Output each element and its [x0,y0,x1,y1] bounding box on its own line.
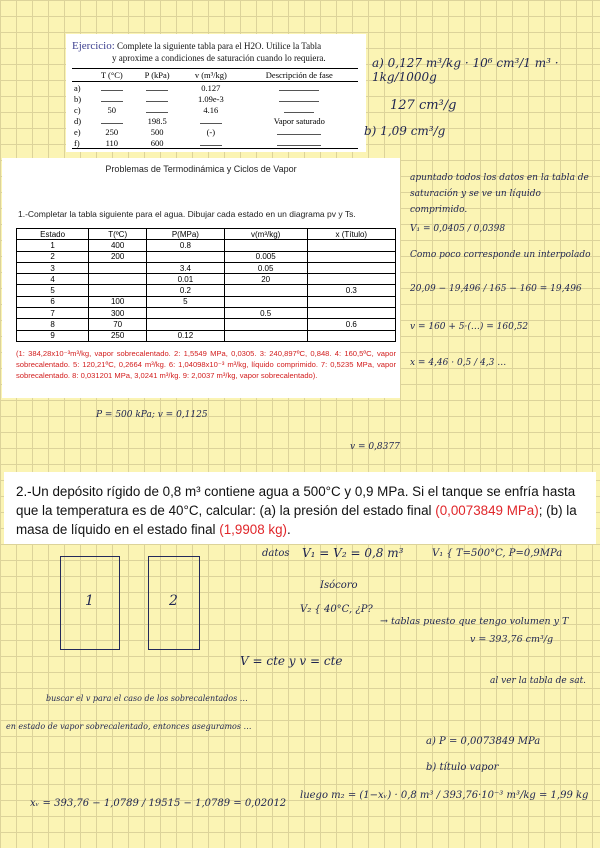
hw-state1: V₁ { T=500°C, P=0,9MPa [432,548,563,559]
table-row: 3 3.4 0.05 [17,262,396,273]
problems-question: 1.-Completar la tabla siguiente para el agua. Dibujar cada estado en un diagrama pv y Ts. [18,209,356,219]
exercise-text: Complete la siguiente tabla para el H2O. Utilice la Tabla [117,41,322,51]
table-row: 5 0.2 0.3 [17,285,396,296]
tank-2-label: 2 [169,593,178,609]
col-x: x (Título) [307,229,395,240]
hw-f: v = 0,8377 [350,442,400,452]
table-row: b) 1.09e-3 [72,93,358,104]
answer-a: (0,0073849 MPa) [435,503,539,518]
hw-d: x = 4,46 · 0,5 / 4,3 … [410,358,507,368]
tank-1-label: 1 [85,593,94,609]
hw-a-line: a) 0,127 m³/kg · 10⁶ cm³/1 m³ · 1kg/1000g [372,56,559,84]
tank-2 [148,556,200,650]
tank-1 [60,556,120,650]
table-row: 4 0.01 20 [17,274,396,285]
exercise-card [66,34,366,152]
col-p: P (kPa) [133,69,181,82]
hw-v1v2: V₁ = V₂ = 0,8 m³ [302,546,404,560]
table-row: e) 250 500 (-) [72,126,358,137]
col-t: T(ºC) [89,229,147,240]
col-id [72,69,90,82]
exercise-label: Ejercicio: [72,40,115,52]
answers-text: (1: 384,28x10⁻³m³/kg, vapor sobrecalentado. 2: 1,5549 MPa, 0,0305. 3: 240,897ºC, 0,848. 4: 160,5ºC, vapor sobrecalentado. 5: 120,21ºC, 0,2664 m³/kg. 6: 1,04098x10⁻³ m³/kg, líquido comprimido. 7: 0,5235 MPa, vapor sobrecalentado. 8: 0,031201 MPa, 3,0241 m³/kg. 9: 2,0037 m³/kg, vapor sobrecalentado). [16,349,396,380]
hw-e: P = 500 kPa; v = 0,1125 [96,410,208,420]
col-desc: Descripción de fase [241,69,358,82]
col-p: P(MPa) [147,229,225,240]
hw-m2: luego m₂ = (1−xᵥ) · 0,8 m³ / 393,76·10⁻³ m³/kg = 1,99 kg [300,790,589,801]
hw-interp: 20,09 − 19,496 / 165 − 160 = 19,496 [410,284,582,294]
table-row: f) 110 600 [72,137,358,149]
hw-v-ct: V = cte y v = cte [240,654,343,668]
problem2-card [4,472,596,544]
hw-v-value: v = 393,76 cm³/g [470,634,554,645]
exercise-table [72,68,358,149]
hw-res-b: b) título vapor [426,762,499,773]
problems-card [2,158,400,398]
answer-b: (1,9908 kg) [219,522,287,537]
hw-tablas: → tablas puesto que tengo volumen y T [380,616,569,627]
table-row: 9 250 0.12 [17,330,396,341]
hw-bottom1: buscar el v para el caso de los sobrecalentados … [46,694,248,703]
col-estado: Estado [17,229,89,240]
table-row: 2 200 0.005 [17,251,396,262]
hw-xv: xᵥ = 393,76 − 1,0789 / 19515 − 1,0789 = 0,02012 [30,798,287,809]
problem2-statement-b: ; (b) la masa de líquido en el estado final [16,503,577,537]
hw-step: Como poco corresponde un interpolado [410,250,591,260]
col-t: T (°C) [90,69,133,82]
hw-f-eq: v = 160 + 5·(…) = 160,52 [410,322,529,332]
table-row: 1 400 0.8 [17,240,396,251]
hw-datos: datos [262,548,290,559]
hw-v1: V₁ = 0,0405 / 0,0398 [410,224,506,234]
problem2-statement: 2.-Un depósito rígido de 0,8 m³ contiene agua a 500°C y 0,9 MPa. Si el tanque se enfría hasta que la temperatura es de 40°C, calcular: (a) la presión del estado final [16,484,576,518]
problem2-text [16,482,590,539]
hw-b-line: b) 1,09 cm³/g [364,124,446,138]
table-row: 7 300 0.5 [17,308,396,319]
hw-note1: apuntado todos los datos en la tabla de saturación y se ve un líquido comprimido. [410,173,589,215]
hw-bottom2: en estado de vapor sobrecalentado, entonces aseguramos … [6,722,252,731]
table-row: 8 70 0.6 [17,319,396,330]
problem2-end: . [287,522,291,537]
exercise-text-2: y aproxime a condiciones de saturación cuando lo requiera. [112,53,326,63]
hw-res-a: a) P = 0,0073849 MPa [426,736,541,747]
table-row: c) 50 4.16 [72,104,358,115]
col-v: v (m³/kg) [181,69,241,82]
exercise-heading [72,40,362,64]
problems-header: Problemas de Termodinámica y Ciclos de Vapor [105,164,297,174]
table-row: 6 100 5 [17,296,396,307]
table-row: a) 0.127 [72,82,358,94]
hw-v2: V₂ { 40°C, ¿P? [300,604,373,615]
hw-tabla-sat: al ver la tabla de sat. [490,676,587,686]
hw-a-result: 127 cm³/g [390,98,457,113]
hw-isoc: Isócoro [320,580,358,591]
col-v: v(m³/kg) [224,229,307,240]
problems-table [16,228,396,342]
table-row: d) 198.5 Vapor saturado [74,115,325,126]
